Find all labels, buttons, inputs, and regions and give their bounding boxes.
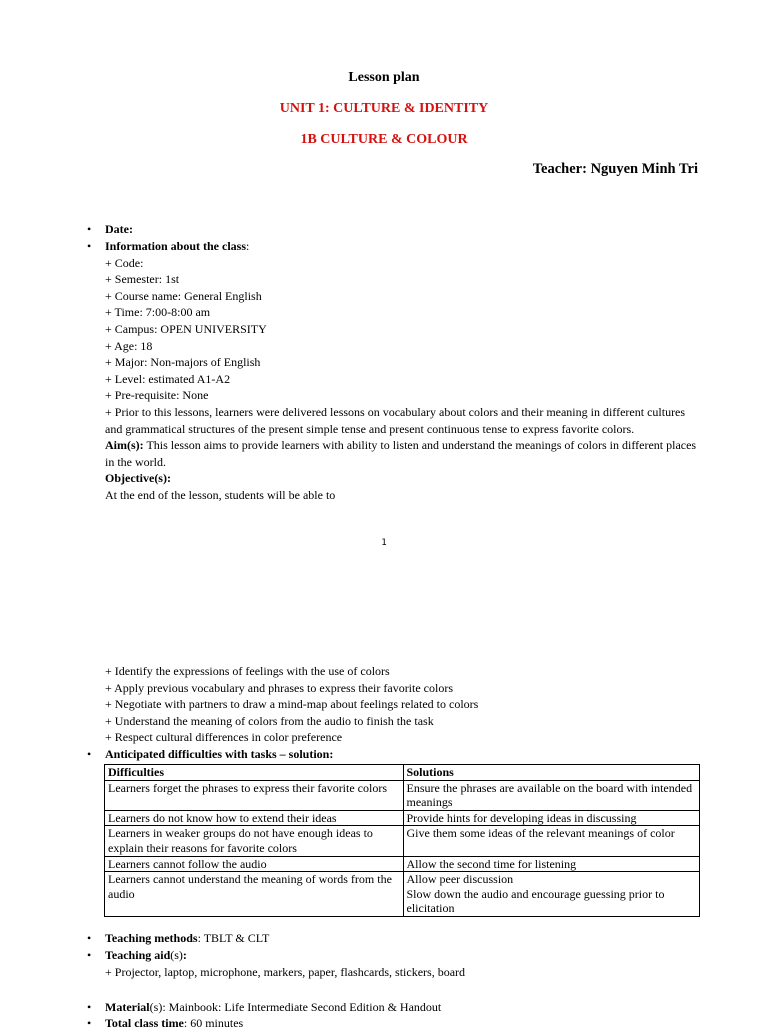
difficulties-table <box>104 764 700 917</box>
bullet-dot: • <box>87 948 92 962</box>
teaching-methods-label: Teaching methods <box>105 931 198 945</box>
table-row <box>105 826 700 856</box>
teaching-aids-label-s: (s) <box>170 948 183 962</box>
class-info-item: + Major: Non-majors of English <box>105 355 261 370</box>
objective-item: + Respect cultural differences in color preference <box>105 730 343 745</box>
class-info-item: + Pre-requisite: None <box>105 388 209 403</box>
objectives-list <box>105 663 705 746</box>
solution-cell: Provide hints for developing ideas in discussing <box>403 810 700 826</box>
class-info-item: + Time: 7:00-8:00 am <box>105 305 211 320</box>
aims-text: This lesson aims to provide learners with ability to listen and understand the meanings of colors in different places in the world. <box>105 438 697 469</box>
class-info-section: Information about the class: + Code: + Semester: 1st + Course name: General English + Time: 7:00-8:00 am + Campus: OPEN UNIVERSITY + Age: 18 + Major: Non-majors of English + Level: estimated A1-A2 + Pre-requisite: None + Prior to this lessons, learners were delivered lessons on vocabulary about colors and their meaning in different cultures and grammatical structures of the present simple tense and present continuous tense to express favorite colors. Aim(s): This lesson aims to provide learners with ability to listen and understand the meanings of colors in different places in the world. Objective(s): At the end of the lesson, students will be able to <box>105 238 705 504</box>
table-row <box>105 856 700 872</box>
difficulty-cell: Learners in weaker groups do not have enough ideas to explain their reasons for favorite colors <box>105 826 404 856</box>
class-info-item: + Campus: OPEN UNIVERSITY <box>105 321 267 336</box>
material-text: (s): Mainbook: Life Intermediate Second Edition & Handout <box>149 1000 442 1014</box>
class-info-label: Information about the class <box>105 239 247 253</box>
class-info-item: + Code: <box>105 255 144 270</box>
objective-item: + Understand the meaning of colors from the audio to finish the task <box>105 713 434 728</box>
table-header-row <box>105 765 700 781</box>
class-info-prior-lessons: + Prior to this lessons, learners were delivered lessons on vocabulary about colors and their meaning in different cultures and grammatical structures of the present simple tense and present continuous tense to express favorite colors. <box>105 404 686 436</box>
table-row <box>105 780 700 810</box>
solution-cell: Give them some ideas of the relevant meanings of color <box>403 826 700 856</box>
solution-cell: Ensure the phrases are available on the board with intended meanings <box>403 780 700 810</box>
class-info-item: + Level: estimated A1-A2 <box>105 371 231 386</box>
teaching-aids-text: + Projector, laptop, microphone, markers, paper, flashcards, stickers, board <box>105 964 466 979</box>
bullet-dot: • <box>87 239 92 253</box>
solution-cell: Allow the second time for listening <box>403 856 700 872</box>
bullet-dot: • <box>87 1000 92 1014</box>
teaching-aids-colon: : <box>182 948 187 962</box>
difficulties-label: Anticipated difficulties with tasks – solution: <box>105 747 334 761</box>
objective-item: + Identify the expressions of feelings with the use of colors <box>105 664 390 678</box>
total-time-label: Total class time <box>105 1016 184 1030</box>
document-title: Lesson plan <box>348 70 420 85</box>
lesson-heading: 1B CULTURE & COLOUR <box>300 132 468 147</box>
class-info-item: + Semester: 1st <box>105 272 180 287</box>
teaching-aids <box>105 947 705 980</box>
class-info-item: + Course name: General English <box>105 288 262 303</box>
aims-paragraph <box>105 437 697 470</box>
objectives-label: Objective(s): <box>105 471 171 486</box>
table-header-cell: Difficulties <box>105 765 404 781</box>
objectives-intro: At the end of the lesson, students will be able to <box>105 487 336 502</box>
class-info-item: + Age: 18 <box>105 338 153 353</box>
teaching-methods <box>105 930 705 947</box>
unit-heading: UNIT 1: CULTURE & IDENTITY <box>279 101 489 116</box>
material <box>105 999 705 1016</box>
table-row <box>105 810 700 826</box>
bullet-dot: • <box>87 222 92 236</box>
bullet-dot: • <box>87 747 92 761</box>
table-header-cell: Solutions <box>403 765 700 781</box>
aims-label: Aim(s): <box>105 438 144 453</box>
difficulty-cell: Learners do not know how to extend their ideas <box>105 810 404 826</box>
total-class-time <box>105 1015 705 1032</box>
material-label: Material <box>105 1000 150 1014</box>
objective-item: + Negotiate with partners to draw a mind-map about feelings related to colors <box>105 697 479 712</box>
teaching-aids-label: Teaching aid <box>105 948 171 962</box>
difficulty-cell: Learners cannot follow the audio <box>105 856 404 872</box>
bullet-dot: • <box>87 1016 92 1030</box>
solution-cell: Allow peer discussion Slow down the audio and encourage guessing prior to elicitation <box>403 872 700 917</box>
teacher-name: Teacher: Nguyen Minh Tri <box>532 161 698 177</box>
difficulty-cell: Learners cannot understand the meaning of words from the audio <box>105 872 404 917</box>
teaching-methods-text: : TBLT & CLT <box>197 931 270 945</box>
objective-item: + Apply previous vocabulary and phrases to express their favorite colors <box>105 680 454 695</box>
date-label: Date: <box>105 222 133 236</box>
table-row <box>105 872 700 917</box>
page-number: 1 <box>381 538 387 548</box>
total-time-text: : 60 minutes <box>183 1016 244 1030</box>
bullet-dot: • <box>87 931 92 945</box>
difficulty-cell: Learners forget the phrases to express their favorite colors <box>105 780 404 810</box>
